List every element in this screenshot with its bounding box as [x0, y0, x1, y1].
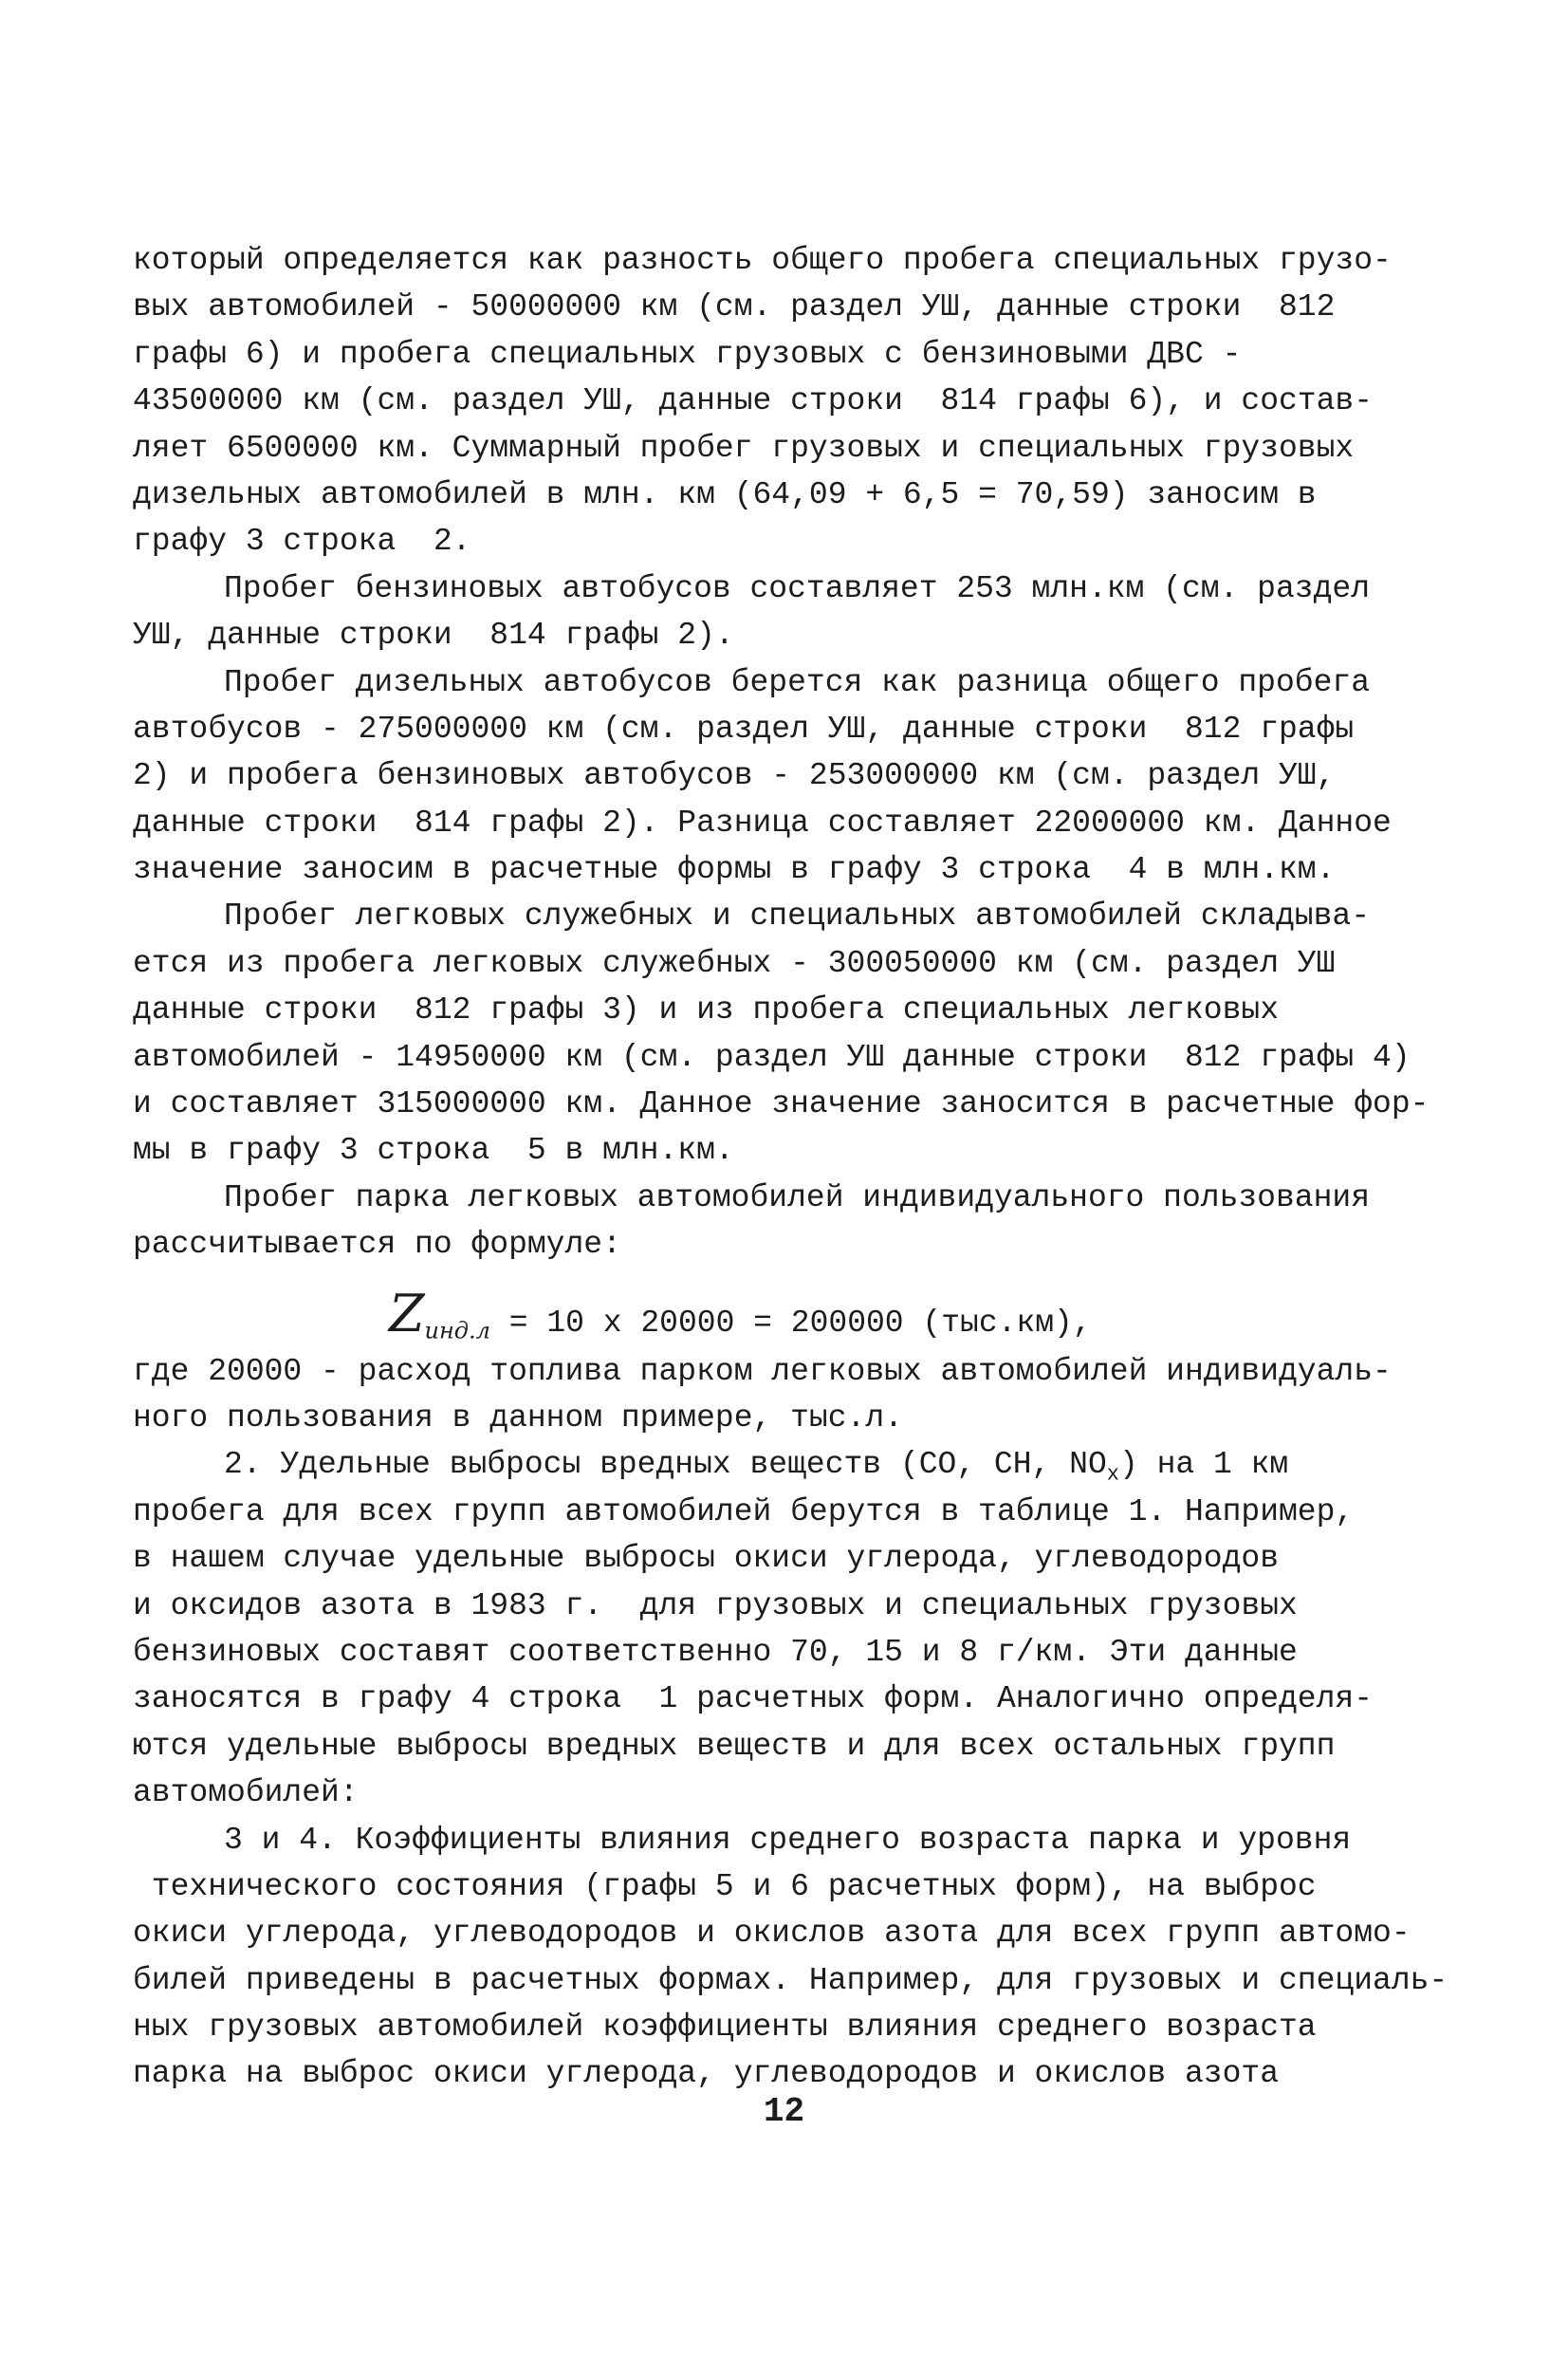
text-line: заносятся в графу 4 строка 1 расчетных форм. Аналогично определя-: [133, 1681, 1374, 1717]
section-2-specific-emissions: [133, 1441, 1413, 1816]
text-line: автобусов - 275000000 км (см. раздел УШ, данные строки 812 графы: [133, 711, 1355, 747]
text-line: данные строки 814 графы 2). Разница составляет 22000000 км. Данное: [133, 805, 1392, 841]
text-line: в нашем случае удельные выбросы окиси углерода, углеводородов: [133, 1541, 1279, 1577]
text-line: [133, 1441, 1413, 1488]
text-line: ного пользования в данном примере, тыс.л.: [133, 1399, 903, 1436]
text-line: который определяется как разность общего пробега специальных грузо-: [133, 243, 1392, 278]
section-3-4-coefficients: [133, 1817, 1448, 2098]
text-line: дизельных автомобилей в млн. км (64,09 + 6,5 = 70,59) заносим в: [133, 476, 1317, 512]
text-line: Пробег легковых служебных и специальных автомобилей складыва-: [224, 899, 1370, 935]
text-line: где 20000 - расход топлива парком легковых автомобилей индивидуаль-: [133, 1353, 1392, 1389]
text-line: ется из пробега легковых служебных - 300050000 км (см. раздел УШ: [133, 945, 1336, 981]
text-line: ных грузовых автомобилей коэффициенты влияния среднего возраста: [133, 2010, 1317, 2046]
text-fragment: ) на 1 км: [1118, 1447, 1289, 1483]
text-line: и оксидов азота в 1983 г. для грузовых и специальных грузовых: [133, 1587, 1298, 1623]
formula: [133, 1283, 1413, 1344]
text-line: значение заносим в расчетные формы в графу 3 строка 4 в млн.км.: [133, 852, 1336, 888]
formula-subscript: инд.л: [424, 1317, 490, 1344]
text-line: графу 3 строка 2.: [133, 524, 471, 560]
text-line: окиси углерода, углеводородов и окислов азота для всех групп автомо-: [133, 1916, 1411, 1952]
text-line: мы в графу 3 строка 5 в млн.км.: [133, 1133, 734, 1169]
text-line: Пробег бензиновых автобусов составляет 253 млн.км (см. раздел: [224, 570, 1370, 606]
document-body: [133, 237, 1448, 2098]
paragraph-truck-mileage: [133, 237, 1413, 565]
paragraph-diesel-buses: [133, 659, 1413, 894]
text-line: УШ, данные строки 814 графы 2).: [133, 618, 734, 654]
paragraph-private-cars: [133, 1175, 1413, 1269]
paragraph-petrol-buses: [133, 565, 1413, 659]
text-line: данные строки 812 графы 3) и из пробега специальных легковых: [133, 992, 1279, 1028]
section-2-heading: 2. Удельные выбросы вредных веществ (CO, CH, NO: [224, 1447, 1107, 1483]
text-line: бензиновых составят соответственно 70, 15 и 8 г/км. Эти данные: [133, 1634, 1298, 1670]
text-line: Пробег парка легковых автомобилей индивидуального пользования: [224, 1179, 1370, 1215]
formula-symbol: Z: [389, 1283, 425, 1343]
paragraph-passenger-cars: [133, 893, 1430, 1174]
text-line: автомобилей - 14950000 км (см. раздел УШ данные строки 812 графы 4): [133, 1039, 1411, 1075]
text-line: 43500000 км (см. раздел УШ, данные строки 814 графы 6), и состав-: [133, 383, 1374, 419]
text-line: Пробег дизельных автобусов берется как разница общего пробега: [224, 664, 1370, 700]
text-line: ются удельные выбросы вредных веществ и для всех остальных групп: [133, 1728, 1336, 1764]
text-line: 2) и пробега бензиновых автобусов - 253000000 км (см. раздел УШ,: [133, 758, 1336, 794]
text-line: вых автомобилей - 50000000 км (см. раздел УШ, данные строки 812: [133, 289, 1336, 325]
text-line: пробега для всех групп автомобилей берутся в таблице 1. Например,: [133, 1493, 1355, 1529]
nox-subscript: x: [1106, 1462, 1119, 1487]
text-line: 3 и 4. Коэффициенты влияния среднего возраста парка и уровня: [224, 1822, 1352, 1858]
text-line: парка на выброс окиси углерода, углеводородов и окислов азота: [133, 2056, 1279, 2092]
text-line: графы 6) и пробега специальных грузовых с бензиновыми ДВС -: [133, 336, 1242, 372]
text-line: ляет 6500000 км. Суммарный пробег грузовых и специальных грузовых: [133, 430, 1355, 466]
text-line: рассчитывается по формуле:: [133, 1227, 621, 1263]
paragraph-formula-explanation: [133, 1348, 1413, 1442]
text-line: технического состояния (графы 5 и 6 расчетных форм), на выброс: [133, 1868, 1317, 1904]
formula-expression: = 10 х 20000 = 200000 (тыс.км),: [508, 1305, 1092, 1341]
text-line: автомобилей:: [133, 1775, 359, 1811]
page-number: 12: [763, 2092, 805, 2131]
text-line: и составляет 315000000 км. Данное значение заносится в расчетные фор-: [133, 1086, 1430, 1122]
text-line: билей приведены в расчетных формах. Например, для грузовых и специаль-: [133, 1962, 1448, 1998]
